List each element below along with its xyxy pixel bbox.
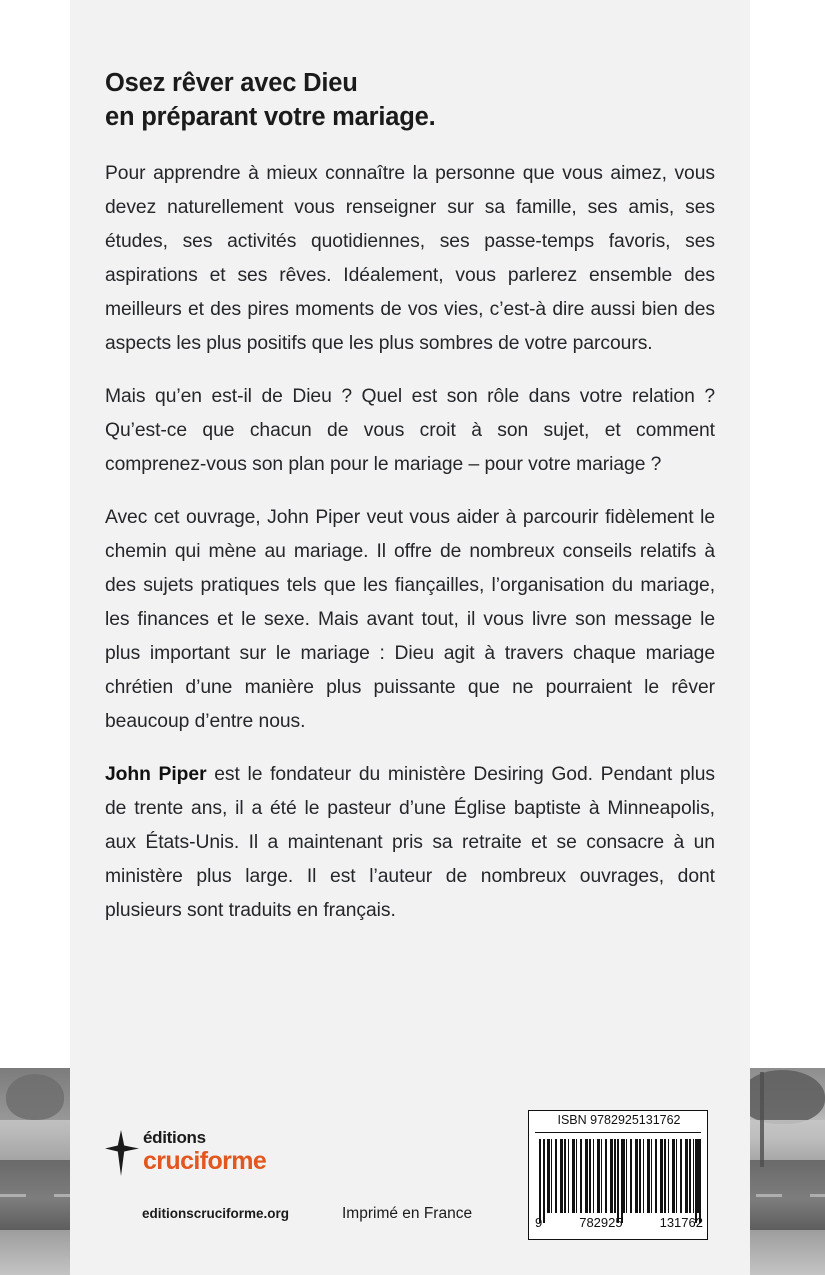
barcode (528, 1110, 708, 1240)
page-title (105, 66, 715, 134)
isbn-divider (535, 1132, 701, 1133)
text-panel (70, 0, 750, 1275)
publisher-wordmark (143, 1128, 266, 1174)
author-bio (105, 758, 715, 928)
publisher-website[interactable]: editionscruciforme.org (142, 1206, 290, 1221)
barcode-digit-group-2: 131762 (659, 1215, 703, 1230)
barcode-digit-group-1: 782925 (579, 1215, 623, 1230)
tree-shape (6, 1074, 64, 1120)
barcode-guard (539, 1139, 541, 1223)
publisher-editions-label: éditions (143, 1128, 206, 1147)
blurb-paragraph-2: Mais qu’en est-il de Dieu ? Quel est son rôle dans votre relation ? Qu’est-ce que chacun de vous croit à son sujet, et comment comprenez-vous son plan pour le mariage – pour votre mariage ? (105, 386, 715, 475)
barcode-guard (543, 1139, 545, 1223)
barcode-guard (621, 1139, 623, 1223)
blurb-paragraph-3: Avec cet ouvrage, John Piper veut vous aider à parcourir fidèlement le chemin qui mène au mariage. Il offre de nombreux conseils relatifs à des sujets pratiques tels que les fiançailles, l’organisation du mariage, les finances et le sexe. Mais avant tout, il vous livre son message le plus important sur le mariage : Dieu agit à travers chaque mariage chrétien d’une manière plus puissante que ne pourraient le rêver beaucoup d’entre nous. (105, 507, 715, 732)
barcode-digits (535, 1215, 703, 1230)
barcode-bars (539, 1139, 699, 1213)
pole-shape (760, 1072, 764, 1167)
title-line-1: Osez rêver avec Dieu (105, 69, 358, 97)
cross-star-icon (105, 1130, 139, 1176)
printed-in-label: Imprimé en France (342, 1205, 473, 1222)
title-line-2: en préparant votre mariage. (105, 103, 436, 131)
barcode-guard (699, 1139, 701, 1223)
publisher-logo (105, 1128, 335, 1188)
barcode-guard (695, 1139, 697, 1223)
author-name: John Piper (105, 764, 207, 785)
publisher-cruciforme-label: cruciforme (143, 1147, 267, 1175)
tree-shape (740, 1070, 825, 1124)
blurb-paragraph-1: Pour apprendre à mieux connaître la personne que vous aimez, vous devez naturellement vous renseigner sur sa famille, ses amis, ses études, ses activités quotidiennes, ses passe-temps favoris, ses aspirations et ses rêves. Idéalement, vous parlerez ensemble des meilleurs et des pires moments de vos vies, c’est-à dire aussi bien des aspects les plus positifs que les plus sombres de votre parcours. (105, 163, 715, 354)
cover-footer (70, 1110, 750, 1275)
author-bio-text: est le fondateur du ministère Desiring God. Pendant plus de trente ans, il a été le pasteur d’une Église baptiste à Minneapolis, aux États-Unis. Il a maintenant pris sa retraite et se consacre à un ministère plus large. Il est l’auteur de nombreux ouvrages, dont plusieurs sont traduits en français. (105, 764, 715, 921)
barcode-guard (617, 1139, 619, 1223)
barcode-digit-prefix: 9 (535, 1215, 543, 1230)
isbn-label: ISBN 9782925131762 (557, 1113, 681, 1127)
back-cover-copy (105, 66, 715, 947)
